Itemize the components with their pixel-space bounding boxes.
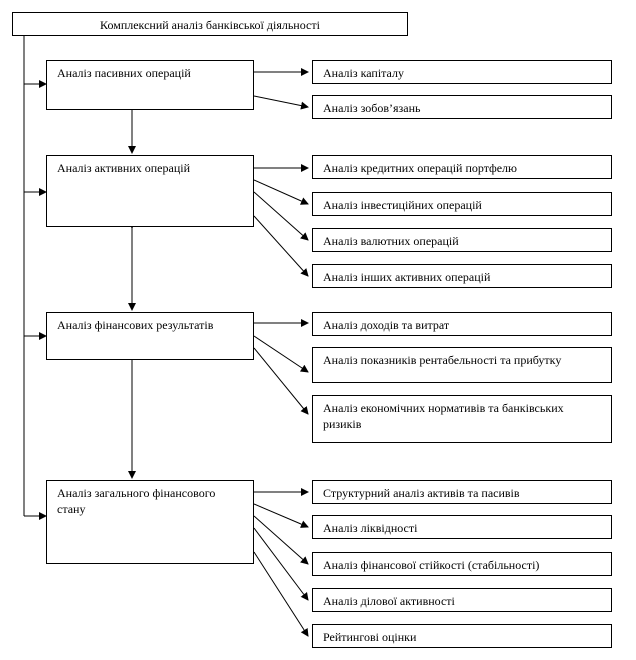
- item-other-active-analysis: [312, 264, 612, 288]
- item-label: Аналіз інших активних операцій: [323, 270, 491, 284]
- item-liquidity-analysis: [312, 515, 612, 539]
- item-investment-analysis: [312, 192, 612, 216]
- item-rating-assessments: [312, 624, 612, 648]
- item-label: Аналіз інвестиційних операцій: [323, 198, 482, 212]
- item-business-activity-analysis: [312, 588, 612, 612]
- group-label: Аналіз активних операцій: [57, 161, 191, 175]
- item-credit-portfolio-analysis: [312, 155, 612, 179]
- item-label: Аналіз кредитних операцій портфелю: [323, 161, 518, 175]
- item-profitability-analysis: [312, 347, 612, 383]
- diagram-title-text: Комплексний аналіз банківської діяльності: [100, 18, 320, 32]
- item-currency-analysis: [312, 228, 612, 252]
- item-stability-analysis: [312, 552, 612, 576]
- item-norms-risks-analysis: [312, 395, 612, 443]
- group-label: Аналіз фінансових результатів: [57, 318, 214, 332]
- item-label: Аналіз економічних нормативів та банківських ризиків: [323, 401, 564, 431]
- item-label: Аналіз капіталу: [323, 66, 404, 80]
- group-active-operations: [46, 155, 254, 227]
- item-income-expenses-analysis: [312, 312, 612, 336]
- group-label: Аналіз пасивних операцій: [57, 66, 191, 80]
- item-label: Аналіз ліквідності: [323, 521, 418, 535]
- item-capital-analysis: [312, 60, 612, 84]
- item-label: Аналіз зобов’язань: [323, 101, 421, 115]
- item-label: Аналіз доходів та витрат: [323, 318, 450, 332]
- item-label: Аналіз валютних операцій: [323, 234, 459, 248]
- item-structural-analysis: [312, 480, 612, 504]
- group-label: Аналіз загального фінансового стану: [57, 486, 216, 516]
- group-financial-results: [46, 312, 254, 360]
- item-label: Рейтингові оцінки: [323, 630, 417, 644]
- item-label: Аналіз ділової активності: [323, 594, 455, 608]
- diagram-title: [12, 12, 408, 36]
- item-label: Структурний аналіз активів та пасивів: [323, 486, 520, 500]
- item-label: Аналіз показників рентабельності та прибутку: [323, 353, 562, 367]
- group-general-financial-state: [46, 480, 254, 564]
- item-label: Аналіз фінансової стійкості (стабільності): [323, 558, 540, 572]
- item-liabilities-analysis: [312, 95, 612, 119]
- group-passive-operations: [46, 60, 254, 110]
